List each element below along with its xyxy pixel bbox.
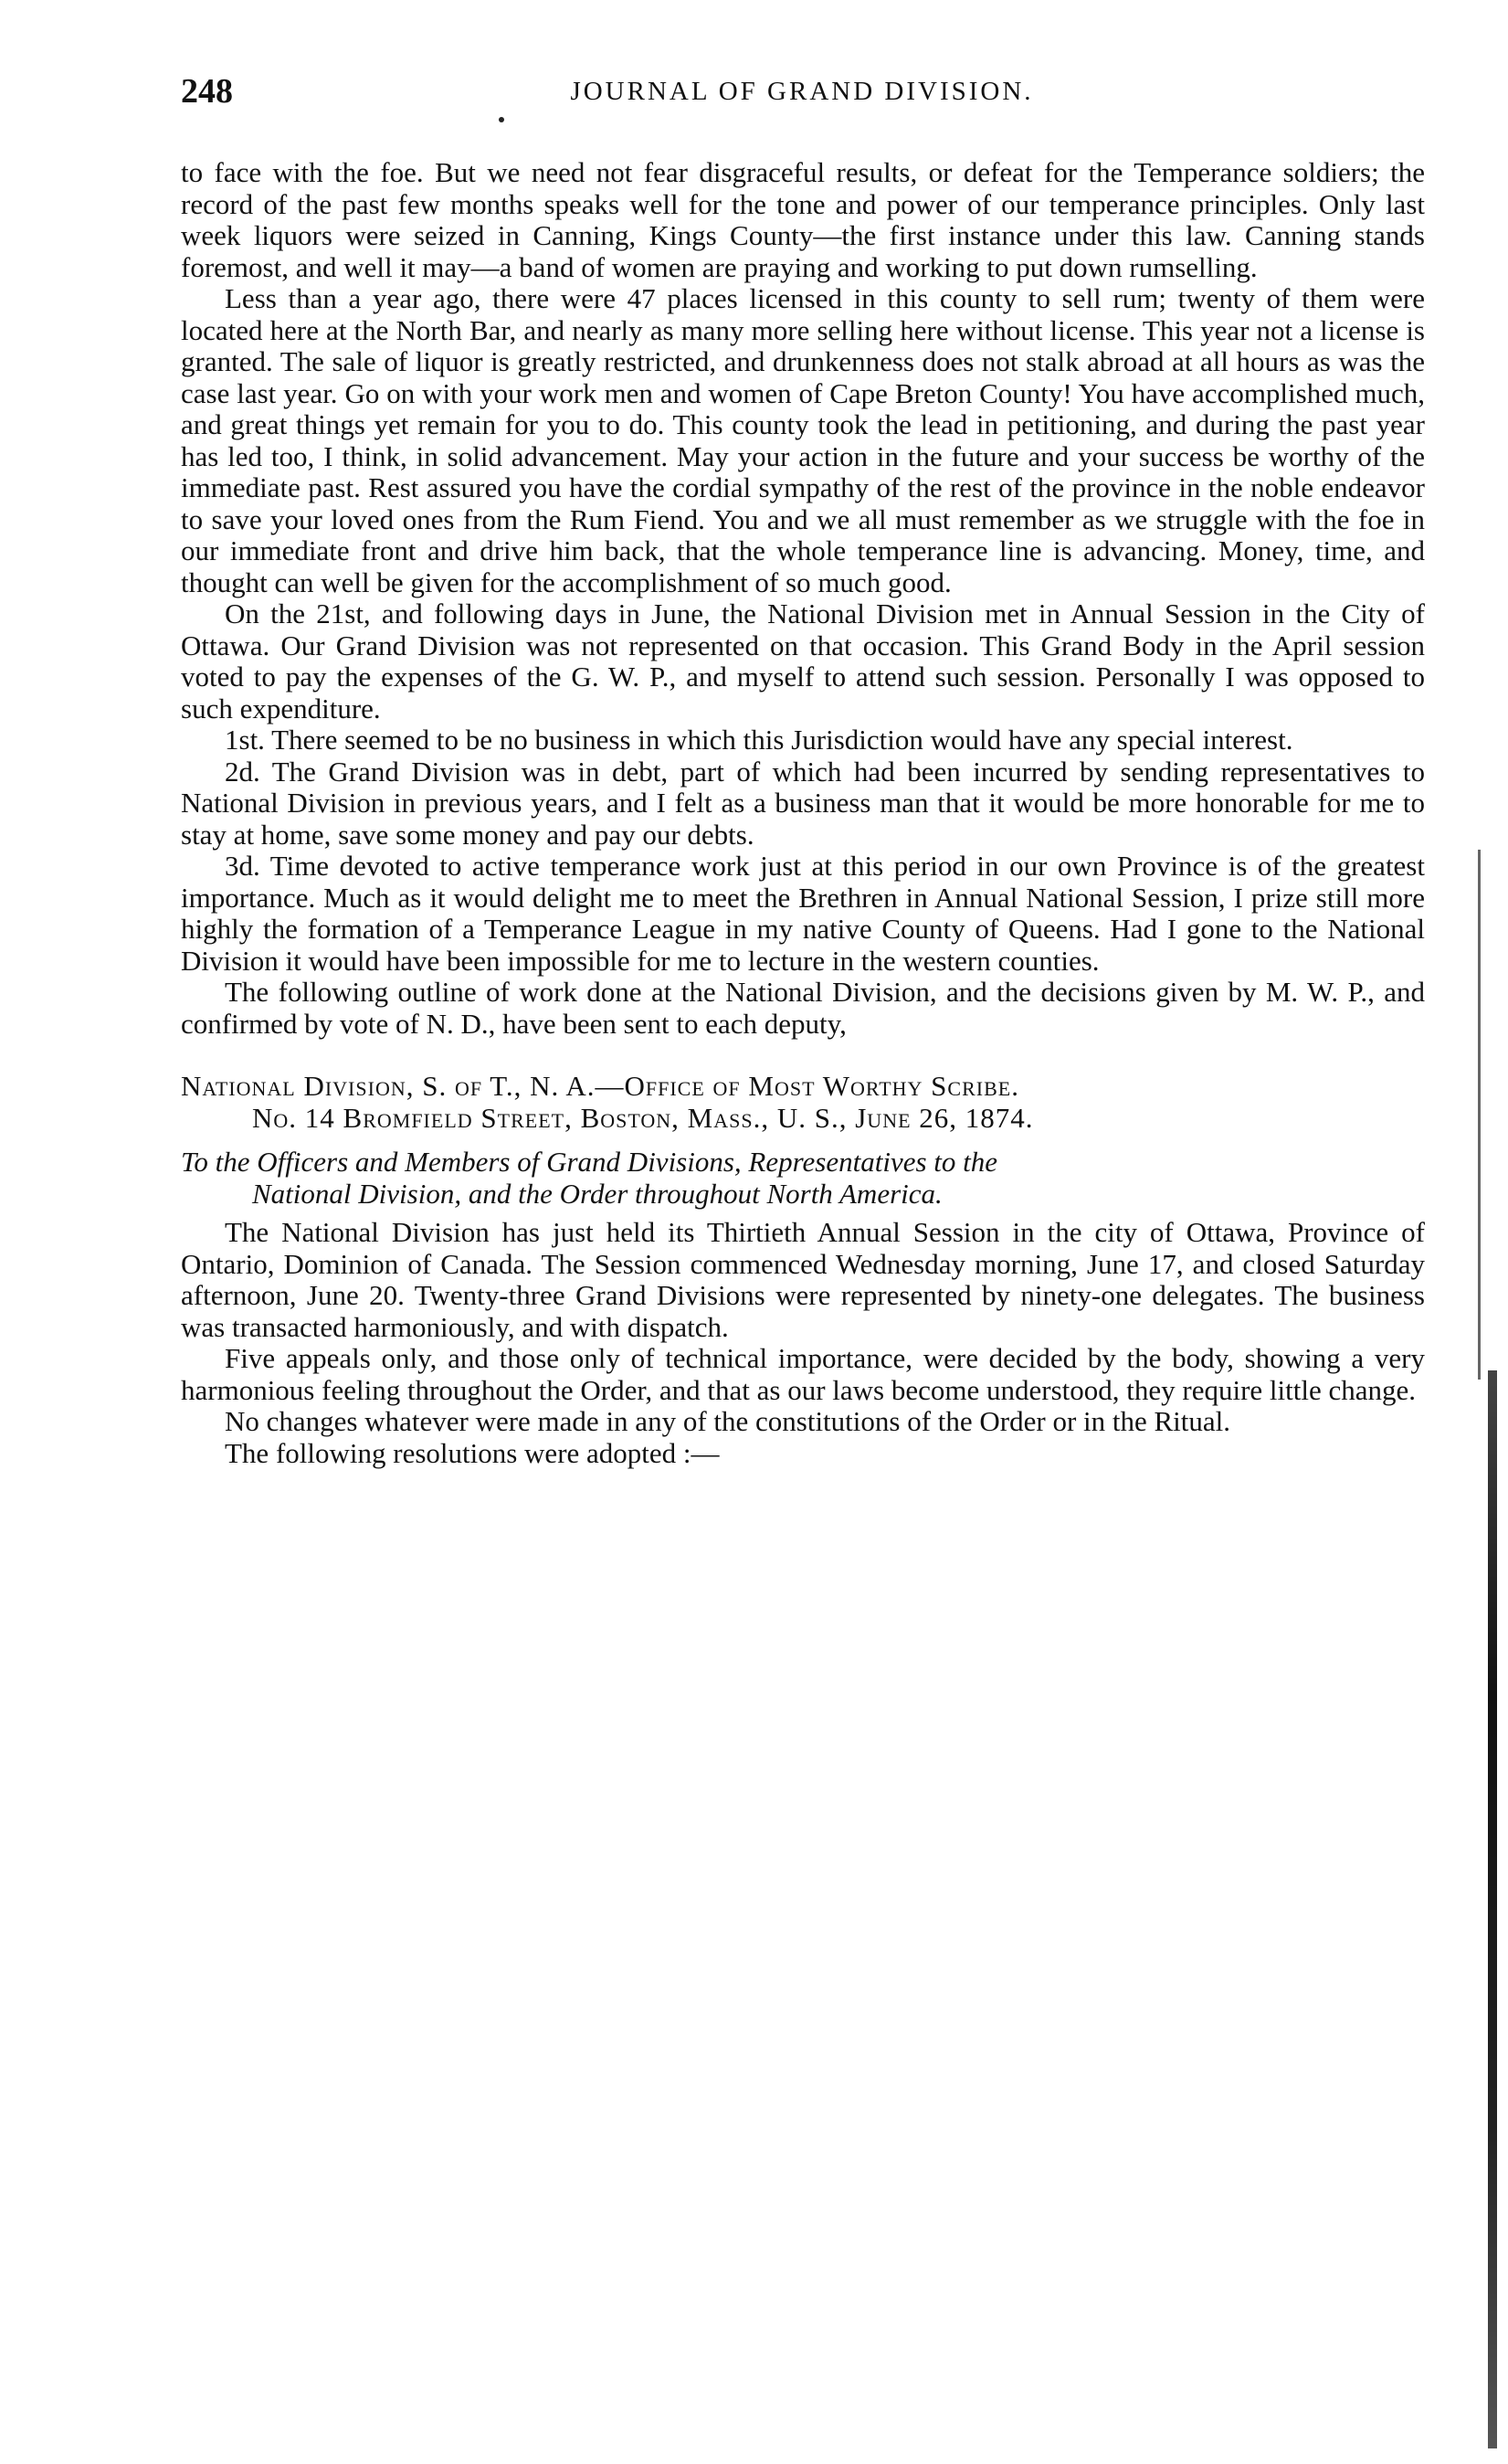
letter-paragraph: No changes whatever were made in any of the constitutions of the Order or in the Ritual. (225, 1405, 1231, 1437)
paragraph: 1st. There seemed to be no business in which this Jurisdiction would have any special interest. (225, 724, 1293, 756)
paragraph: Less than a year ago, there were 47 places licensed in this county to sell rum; twenty of them were located here at the North Bar, and nearly as many more selling here without license. This year not a license is granted. The sale of liquor is greatly restricted, and drunkenness does not stalk abroad at all hours as was the case last year. Go on with your work men and women of Cape Breton County! You have accomplished much, and great things yet remain for you to do. This county took the lead in petitioning, and during the past year has led too, I think, in solid advancement. May your action in the future and your success be worthy of the immediate past. Rest assured you have the cordial sympathy of the rest of the province in the noble endeavor to save your loved ones from the Rum Fiend. You and we all must remember as we struggle with the foe in our immediate front and drive him back, that the whole temperance line is advancing. Money, time, and thought can well be given for the accomplishment of so much good. (181, 282, 1425, 598)
running-head: JOURNAL OF GRAND DIVISION. (570, 77, 1034, 106)
print-speck (499, 117, 504, 122)
page-body (181, 157, 1425, 1469)
paragraph: to face with the foe. But we need not fear disgraceful results, or defeat for the Temperance soldiers; the record of the past few months speaks well for the tone and power of our temperance principles. Only last week liquors were seized in Canning, Kings County—the first instance under this law. Canning stands foremost, and well it may—a band of women are praying and working to put down rumselling. (181, 156, 1425, 283)
letter-paragraph: Five appeals only, and those only of technical importance, were decided by the body, showing a very harmonious feeling throughout the Order, and that as our laws become understood, they require little change. (181, 1342, 1425, 1406)
letter-heading-line1: National Division, S. of T., N. A.—Office of Most Worthy Scribe. (181, 1070, 1019, 1102)
letter-heading (181, 1071, 1425, 1134)
paragraph: On the 21st, and following days in June, the National Division met in Annual Session in the City of Ottawa. Our Grand Division was not represented on that occasion. This Grand Body in the April session voted to pay the expenses of the G. W. P., and myself to attend such session. Personally I was opposed to such expenditure. (181, 597, 1425, 724)
page-header (181, 71, 1423, 117)
letter-address-line1: To the Officers and Members of Grand Divisions, Representatives to the (181, 1146, 998, 1178)
letter-paragraph: The National Division has just held its Thirtieth Annual Session in the city of Ottawa, Province of Ontario, Dominion of Canada. The Session commenced Wednesday morning, June 17, and closed Saturday afternoon, June 20. Twenty-three Grand Divisions were represented by ninety-one delegates. The business was transacted harmoniously, and with dispatch. (181, 1216, 1425, 1343)
page-number: 248 (181, 72, 233, 111)
paragraph: 2d. The Grand Division was in debt, part of which had been incurred by sending representatives to National Division in previous years, and I felt as a business man that it would be more honorable for me to stay at home, save some money and pay our debts. (181, 755, 1425, 851)
letter-address-line2: National Division, and the Order throughout North America. (252, 1177, 943, 1210)
scan-edge-line (1478, 850, 1481, 1380)
scan-edge-shadow (1488, 1370, 1497, 2448)
paragraph: 3d. Time devoted to active temperance work just at this period in our own Province is of the greatest importance. Much as it would delight me to meet the Brethren in Annual National Session, I prize still more highly the formation of a Temperance League in my native County of Queens. Had I gone to the National Division it would have been impossible for me to lecture in the western counties. (181, 850, 1425, 977)
letter-paragraph: The following resolutions were adopted :— (225, 1436, 720, 1469)
letter-heading-line2: No. 14 Bromfield Street, Boston, Mass., U. S., June 26, 1874. (252, 1101, 1034, 1134)
letter-address (181, 1147, 1425, 1210)
paragraph: The following outline of work done at the National Division, and the decisions given by M. W. P., and confirmed by vote of N. D., have been sent to each deputy, (181, 976, 1425, 1040)
